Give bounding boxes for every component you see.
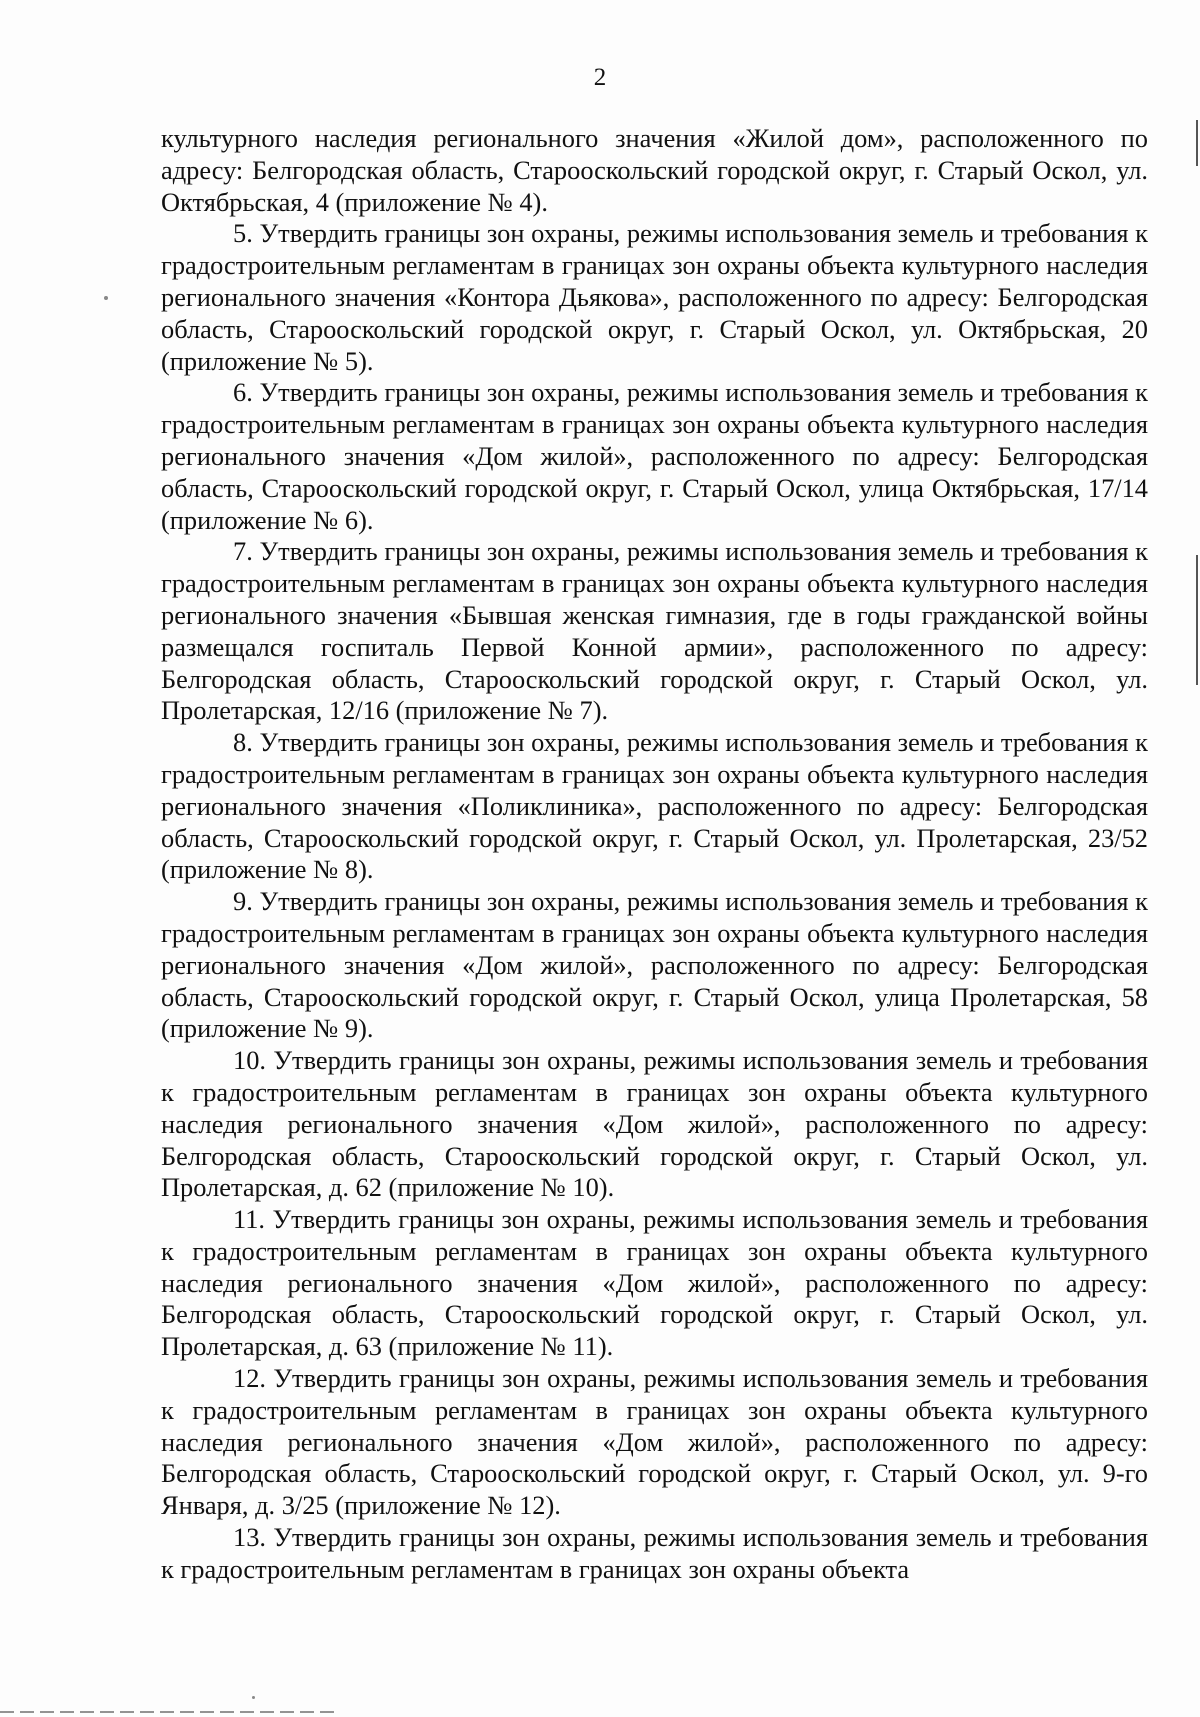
scan-edge-mark [1196,555,1198,685]
paragraph-item-6: 6. Утвердить границы зон охраны, режимы использования земель и требования к градостроительным регламентам в границах зон охраны объекта культурного наследия регионального значения «Дом жилой», расположенного по адресу: Белгородская область, Старооскольский городской округ, г. Старый Оскол, улица Октябрьская, 17/14 (приложение № 6). [161,377,1148,535]
paragraph-item-7: 7. Утвердить границы зон охраны, режимы использования земель и требования к градостроительным регламентам в границах зон охраны объекта культурного наследия регионального значения «Бывшая женская гимназия, где в годы гражданской войны размещался госпиталь Первой Конной армии», расположенного по адресу: Белгородская область, Старооскольский городской округ, г. Старый Оскол, ул. Пролетарская, 12/16 (приложение № 7). [161,536,1148,726]
paragraph-continuation: культурного наследия регионального значения «Жилой дом», расположенного по адресу: Белгородская область, Старооскольский городской округ, г. Старый Оскол, ул. Октябрьская, 4 (приложение № 4). [161,123,1148,217]
document-body [161,123,1148,1586]
scan-bottom-edge [0,1711,340,1713]
scan-speck [104,296,108,300]
paragraph-item-13: 13. Утвердить границы зон охраны, режимы использования земель и требования к градостроительным регламентам в границах зон охраны объекта [161,1522,1148,1584]
scan-speck [252,1696,255,1699]
paragraph-item-11: 11. Утвердить границы зон охраны, режимы использования земель и требования к градостроительным регламентам в границах зон охраны объекта культурного наследия регионального значения «Дом жилой», расположенного по адресу: Белгородская область, Старооскольский городской округ, г. Старый Оскол, ул. Пролетарская, д. 63 (приложение № 11). [161,1204,1148,1362]
paragraph-item-9: 9. Утвердить границы зон охраны, режимы использования земель и требования к градостроительным регламентам в границах зон охраны объекта культурного наследия регионального значения «Дом жилой», расположенного по адресу: Белгородская область, Старооскольский городской округ, г. Старый Оскол, улица Пролетарская, 58 (приложение № 9). [161,886,1148,1044]
paragraph-item-8: 8. Утвердить границы зон охраны, режимы использования земель и требования к градостроительным регламентам в границах зон охраны объекта культурного наследия регионального значения «Поликлиника», расположенного по адресу: Белгородская область, Старооскольский городской округ, г. Старый Оскол, ул. Пролетарская, 23/52 (приложение № 8). [161,727,1148,885]
paragraph-item-5: 5. Утвердить границы зон охраны, режимы использования земель и требования к градостроительным регламентам в границах зон охраны объекта культурного наследия регионального значения «Контора Дьякова», расположенного по адресу: Белгородская область, Старооскольский городской округ, г. Старый Оскол, ул. Октябрьская, 20 (приложение № 5). [161,218,1148,376]
scan-edge-mark [1196,120,1198,166]
page-number: 2 [593,64,607,91]
paragraph-item-12: 12. Утвердить границы зон охраны, режимы использования земель и требования к градостроительным регламентам в границах зон охраны объекта культурного наследия регионального значения «Дом жилой», расположенного по адресу: Белгородская область, Старооскольский городской округ, г. Старый Оскол, ул. 9-го Января, д. 3/25 (приложение № 12). [161,1363,1148,1521]
paragraph-item-10: 10. Утвердить границы зон охраны, режимы использования земель и требования к градостроительным регламентам в границах зон охраны объекта культурного наследия регионального значения «Дом жилой», расположенного по адресу: Белгородская область, Старооскольский городской округ, г. Старый Оскол, ул. Пролетарская, д. 62 (приложение № 10). [161,1045,1148,1203]
